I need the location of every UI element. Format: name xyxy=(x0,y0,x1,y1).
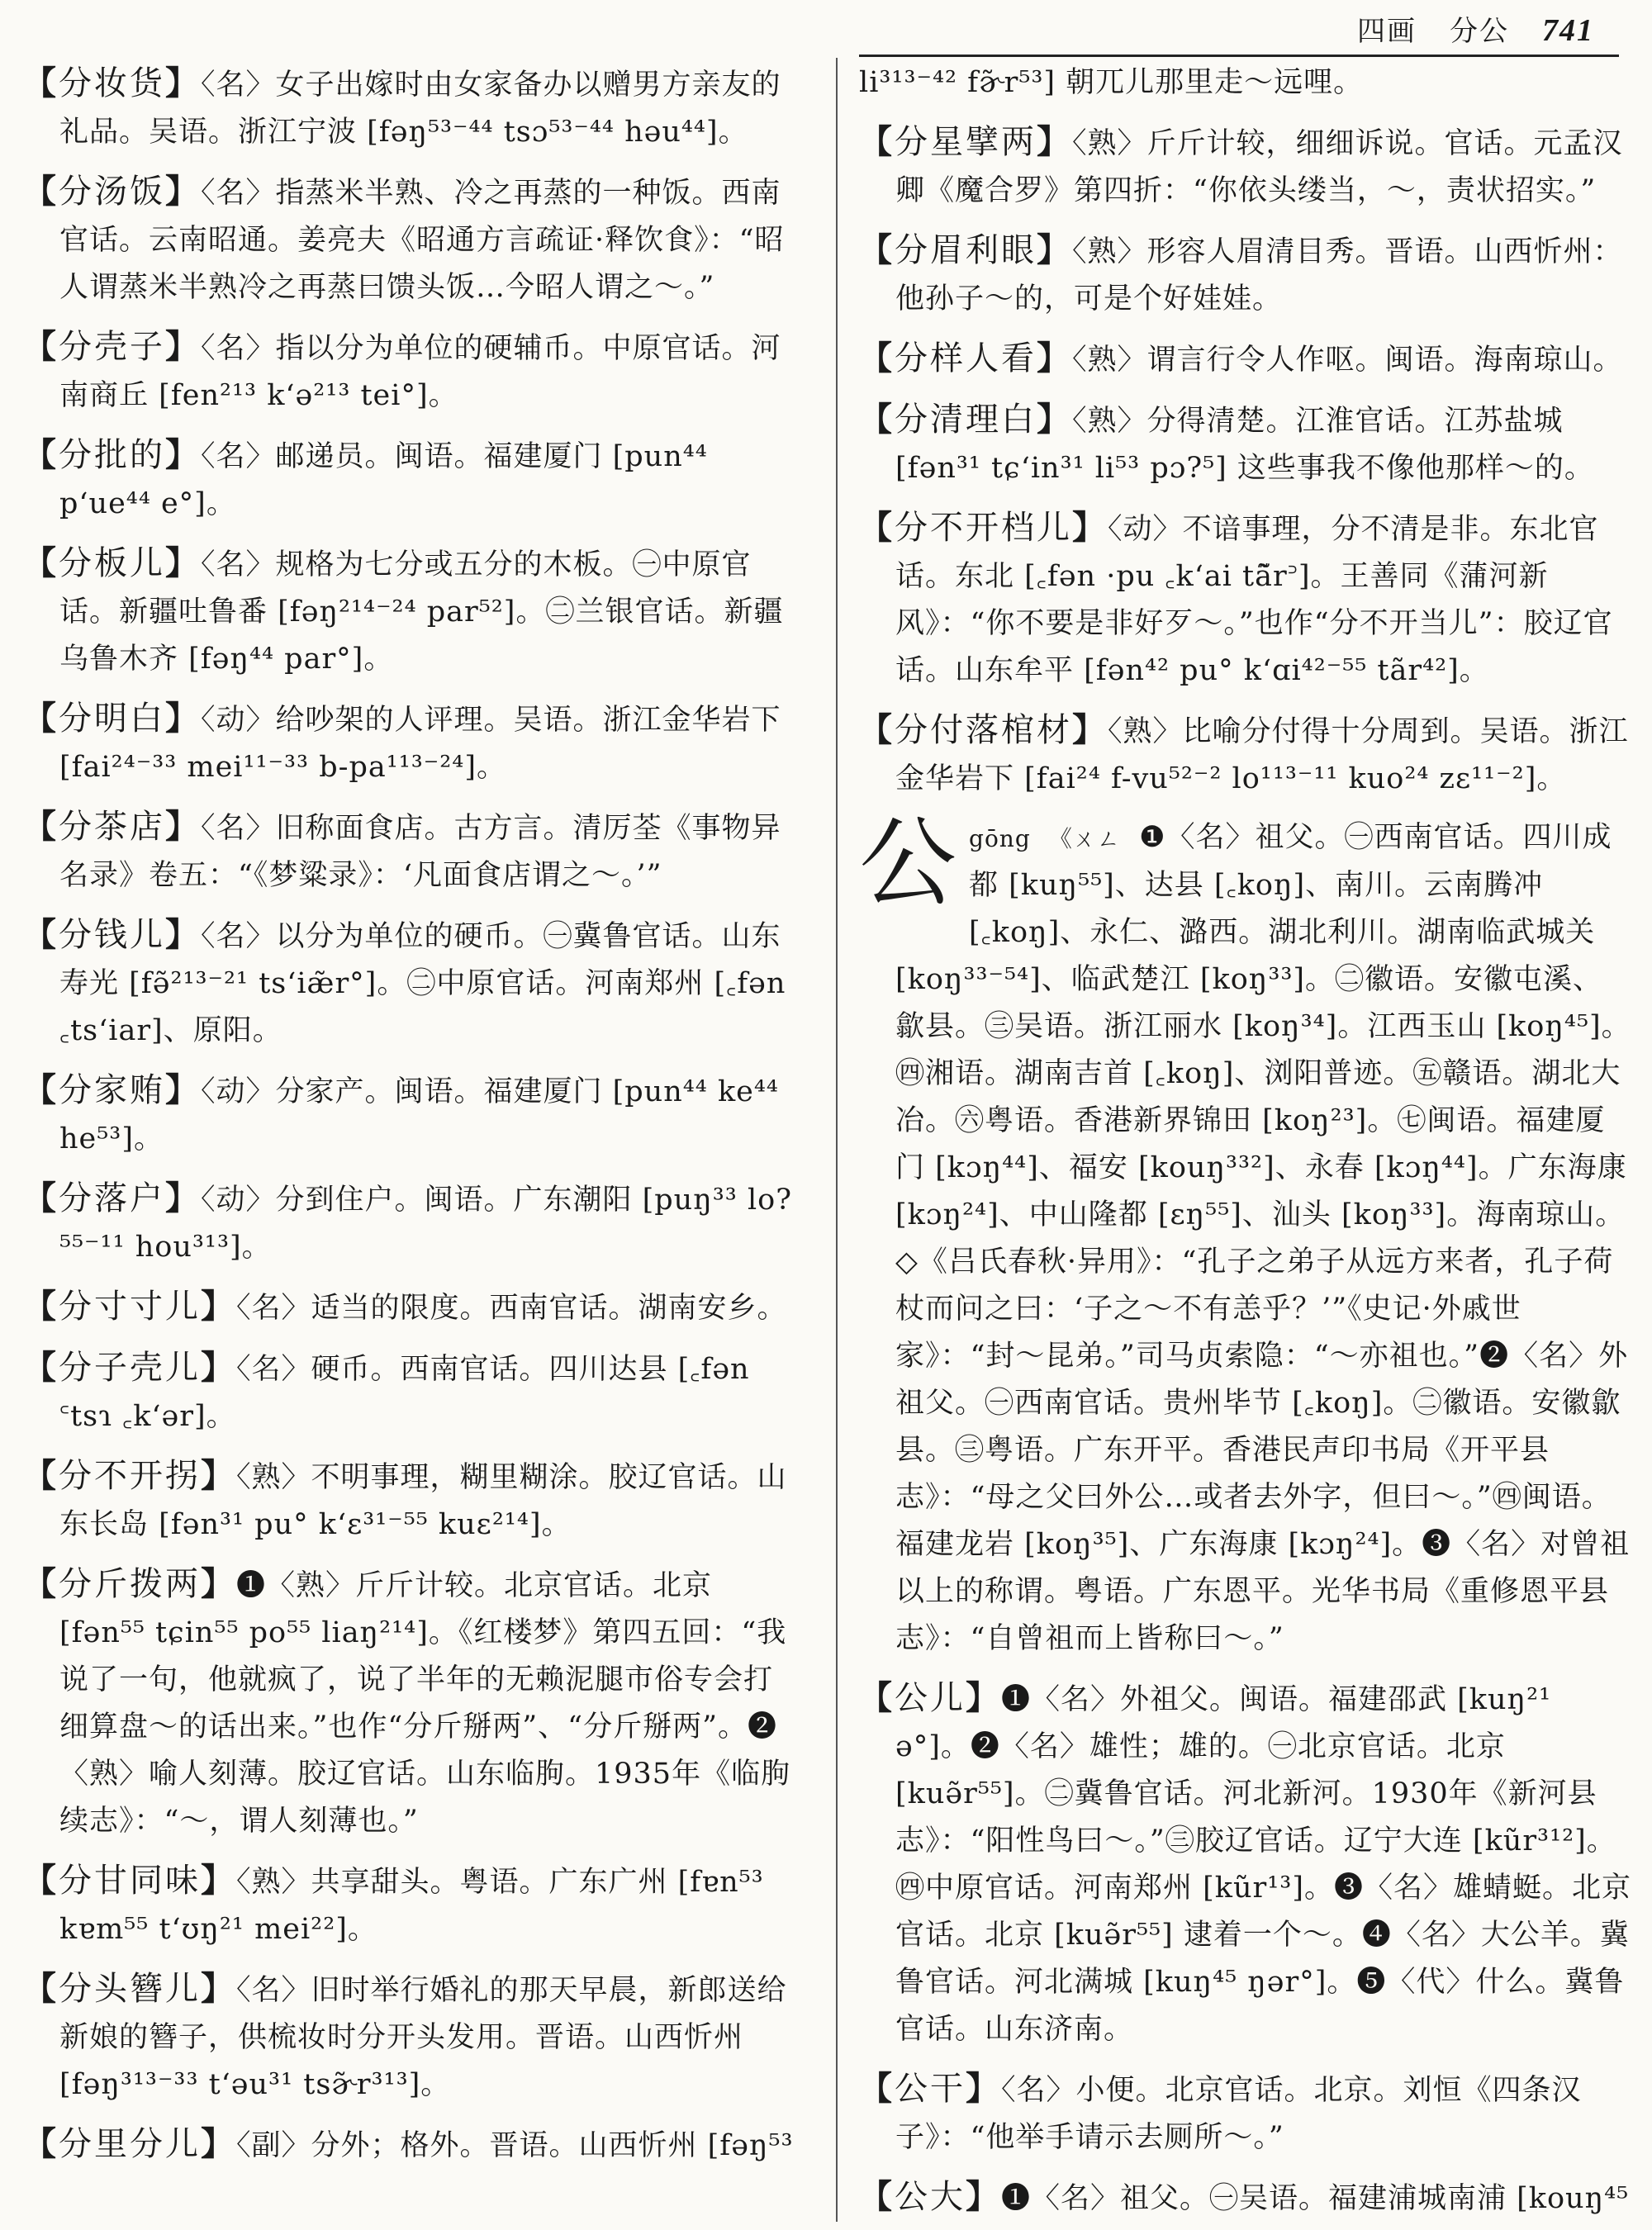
entry-definition: 〈熟〉共享甜头。粤语。广东广州 [fɐn⁵³ kɐm⁵⁵ t‘ʊŋ²¹ mei²²]。 xyxy=(59,1866,764,1946)
section-label: 四画 xyxy=(1357,15,1417,48)
dictionary-entry xyxy=(23,539,800,683)
entry-headword: 【分汤饭】 xyxy=(23,172,201,211)
entry-headword: 【分妆货】 xyxy=(23,64,201,102)
entry-definition: 〈熟〉分得清楚。江淮官话。江苏盐城 [fən³¹ tɕ‘in³¹ li⁵³ pɔ?⁵] 这些事我不像他那样～的。 xyxy=(895,405,1594,485)
entry-definition: ❶〈熟〉斤斤计较。北京官话。北京 [fən⁵⁵ tɕin⁵⁵ po⁵⁵ liaŋ²¹⁴]。《红楼梦》第四五回：“我说了一句，他就疯了，说了半年的无赖泥腿市俗专会打细算盘～的话出来。”也作“分斤掰两”、“分斤掰两”。❷〈熟〉喻人刻薄。胶辽官话。山东临朐。1935年《临朐续志》：“～，谓人刻薄也。” xyxy=(59,1569,791,1838)
dictionary-entry xyxy=(23,1452,800,1549)
entry-definition: ❶〈名〉祖父。㊀吴语。福建浦城南浦 [kouŋ⁴⁵ xyxy=(1001,2182,1630,2215)
entry-headword: 【分付落棺材】 xyxy=(859,710,1108,749)
entry-headword: 【公大】 xyxy=(859,2177,1001,2216)
gong-entry xyxy=(859,806,1631,1663)
gong-definition: ❶〈名〉祖父。㊀西南官话。四川成都 [kuŋ⁵⁵]、达县 [꜀koŋ]、南川。云南腾冲 [꜀koŋ]、永仁、潞西。湖北利川。湖南临武城关 [koŋ³³⁻⁵⁴]、临武楚江 [koŋ³³]。㊁徽语。安徽屯溪、歙县。㊂吴语。浙江丽水 [koŋ³⁴]。江西玉山 [koŋ⁴⁵]。㊃湘语。湖南吉首 [꜀koŋ]、浏阳普迹。㊄赣语。湖北大冶。㊅粤语。香港新界锦田 [koŋ²³]。㊆闽语。福建厦门 [kɔŋ⁴⁴]、福安 [kouŋ³³²]、永春 [kɔŋ⁴⁴]。广东海康 [kɔŋ²⁴]、中山隆都 [ɛŋ⁵⁵]、汕头 [koŋ³³]。海南琼山。◇《吕氏春秋·异用》：“孔子之弟子从远方来者，孔子荷杖而问之曰：‘子之～不有恙乎？’”《史记·外戚世家》：“封～昆弟。”司马贞索隐：“～亦祖也。”❷〈名〉外祖父。㊀西南官话。贵州毕节 [꜀koŋ]。㊁徽语。安徽歙县。㊂粤语。广东开平。香港民声印书局《开平县志》：“母之父曰外公…或者去外字，但曰～。”㊃闽语。福建龙岩 [koŋ³⁵]、广东海康 [kɔŋ²⁴]。❸〈名〉对曾祖以上的称谓。粤语。广东恩平。光华书局《重修恩平县志》：“自曾祖而上皆称曰～。” xyxy=(895,821,1631,1655)
entry-headword: 【分样人看】 xyxy=(859,339,1072,377)
dictionary-entry xyxy=(23,1344,800,1440)
entry-headword: 【分钱儿】 xyxy=(23,915,201,954)
entry-headword: 【分批的】 xyxy=(23,435,201,474)
dictionary-entry xyxy=(859,118,1631,215)
entry-definition: 〈熟〉形容人眉清目秀。晋语。山西忻州：他孙子～的，可是个好娃娃。 xyxy=(895,235,1623,316)
running-head xyxy=(1357,8,1594,49)
dictionary-entry xyxy=(859,2173,1631,2223)
dictionary-entry xyxy=(23,695,800,791)
entry-headword: 【分壳子】 xyxy=(23,327,201,366)
dictionary-entry xyxy=(23,1283,800,1332)
dictionary-entry xyxy=(859,226,1631,323)
dictionary-entry xyxy=(23,1174,800,1271)
entry-definition: 〈熟〉谓言行令人作呕。闽语。海南琼山。 xyxy=(1072,344,1623,377)
entry-definition: 〈名〉小便。北京官话。北京。刘恒《四条汉子》：“他举手请示去厕所～。” xyxy=(895,2074,1582,2154)
entry-headword: 【分斤拨两】 xyxy=(23,1564,236,1603)
dictionary-entry xyxy=(23,1857,800,1953)
entry-definition: 〈动〉给吵架的人评理。吴语。浙江金华岩下 [fai²⁴⁻³³ mei¹¹⁻³³ b-pa¹¹³⁻²⁴]。 xyxy=(59,704,781,784)
entry-definition: ❶〈名〉外祖父。闽语。福建邵武 [kuŋ²¹ ə°]。❷〈名〉雄性；雄的。㊀北京官话。北京 [kuə̃r⁵⁵]。㊁冀鲁官话。河北新河。1930年《新河县志》：“阳性鸟曰～。”㊂胶辽官话。辽宁大连 [kũr³¹²]。㊃中原官话。河南郑州 [kũr¹³]。❸〈名〉雄蜻蜓。北京官话。北京 [kuə̃r⁵⁵] 逮着一个～。❹〈名〉大公羊。冀鲁官话。河北满城 [kuŋ⁴⁵ ŋər°]。❺〈代〉什么。冀鲁官话。山东济南。 xyxy=(895,1683,1631,2046)
entry-definition: 〈副〉分外；格外。晋语。山西忻州 [fəŋ⁵³ xyxy=(236,2129,794,2162)
dictionary-entry xyxy=(23,803,800,899)
entry-headword: 【分茶店】 xyxy=(23,807,201,846)
entry-definition: 〈名〉旧时举行婚礼的那天早晨，新郎送给新娘的簪子，供梳妆时分开头发用。晋语。山西忻州 [fəŋ³¹³⁻³³ t‘əu³¹ tsɚ̃r³¹³]。 xyxy=(59,1974,787,2101)
gong-headchar: 公 xyxy=(859,806,958,920)
entry-definition: li³¹³⁻⁴² fɚ̃r⁵³] 朝兀儿那里走～远哩。 xyxy=(859,66,1364,99)
dictionary-entry xyxy=(859,396,1631,492)
dictionary-entry xyxy=(23,431,800,528)
entry-headword: 【公儿】 xyxy=(859,1678,1001,1717)
dictionary-entry xyxy=(23,59,800,156)
dictionary-entry xyxy=(23,911,800,1055)
dictionary-entry xyxy=(859,504,1631,695)
entry-headword: 【分不开档儿】 xyxy=(859,508,1108,547)
entry-headword: 【分清理白】 xyxy=(859,400,1072,439)
entry-headword: 【公干】 xyxy=(859,2069,1001,2108)
entry-definition: 〈名〉以分为单位的硬币。㊀冀鲁官话。山东寿光 [fə̃²¹³⁻²¹ ts‘iæ̃r°]。㊁中原官话。河南郑州 [꜀fən ꜀ts‘iar]、原阳。 xyxy=(59,920,786,1047)
entry-definition: 〈动〉分家产。闽语。福建厦门 [pun⁴⁴ ke⁴⁴ he⁵³]。 xyxy=(59,1075,779,1155)
right-entries-after xyxy=(859,1674,1631,2223)
entry-definition: 〈熟〉不明事理，糊里糊涂。胶辽官话。山东长岛 [fən³¹ pu° k‘ɛ³¹⁻⁵⁵ kuɛ²¹⁴]。 xyxy=(59,1461,787,1541)
header-rule xyxy=(859,55,1619,57)
entry-headword: 【分子壳儿】 xyxy=(23,1348,236,1387)
right-entries xyxy=(859,59,1631,803)
entry-definition: 〈熟〉斤斤计较，细细诉说。官话。元孟汉卿《魔合罗》第四折：“你依头缕当，～，责状招实。” xyxy=(895,127,1623,207)
dictionary-entry xyxy=(859,706,1631,803)
dictionary-entry xyxy=(23,323,800,420)
gong-pinyin: gōng xyxy=(969,825,1031,852)
dictionary-entry xyxy=(23,1560,800,1845)
entry-headword: 【分眉利眼】 xyxy=(859,230,1072,269)
dictionary-entry xyxy=(23,1066,800,1163)
dictionary-entry xyxy=(23,168,800,311)
entry-definition: 〈熟〉比喻分付得十分周到。吴语。浙江金华岩下 [fai²⁴ f-vu⁵²⁻² lo¹¹³⁻¹¹ kuo²⁴ zɛ¹¹⁻²]。 xyxy=(895,715,1629,795)
entry-definition: 〈名〉规格为七分或五分的木板。㊀中原官话。新疆吐鲁番 [fəŋ²¹⁴⁻²⁴ par⁵²]。㊁兰银官话。新疆乌鲁木齐 [fəŋ⁴⁴ par°]。 xyxy=(59,548,784,676)
dictionary-entry xyxy=(859,1674,1631,2053)
right-column xyxy=(859,59,1631,2230)
entry-headword: 【分头簪儿】 xyxy=(23,1969,236,2008)
dictionary-entry xyxy=(859,2065,1631,2161)
entry-definition: 〈动〉不谙事理，分不清是非。东北官话。东北 [꜀fən ·pu ꜀k‘ai tã̃r꜄]。王善同《蒲河新风》：“你不要是非好歹～。”也作“分不开当儿”：胶辽官话。山东牟平 [fən⁴² pu° k‘ɑi⁴²⁻⁵⁵ tãr⁴²]。 xyxy=(895,513,1613,687)
dictionary-entry xyxy=(23,1965,800,2109)
entry-definition: 〈名〉女子出嫁时由女家备办以赠男方亲友的礼品。吴语。浙江宁波 [fəŋ⁵³⁻⁴⁴ tsɔ⁵³⁻⁴⁴ həu⁴⁴]。 xyxy=(59,69,781,149)
dictionary-entry xyxy=(859,59,1631,107)
entry-definition: 〈动〉分到住户。闽语。广东潮阳 [puŋ³³ lo?⁵⁵⁻¹¹ hou³¹³]。 xyxy=(59,1184,792,1264)
entry-definition: 〈名〉指蒸米半熟、冷之再蒸的一种饭。西南官话。云南昭通。姜亮夫《昭通方言疏证·释饮食》：“昭人谓蒸米半熟冷之再蒸曰馈头饭…今昭人谓之～。” xyxy=(59,177,785,304)
entry-definition: 〈名〉邮递员。闽语。福建厦门 [pun⁴⁴ p‘ue⁴⁴ e°]。 xyxy=(59,440,708,520)
entry-headword: 【分板儿】 xyxy=(23,543,201,582)
head-chars: 分公 xyxy=(1450,15,1509,48)
entry-definition: 〈名〉适当的限度。西南官话。湖南安乡。 xyxy=(236,1292,787,1325)
entry-headword: 【分落户】 xyxy=(23,1179,201,1217)
entry-headword: 【分甘同味】 xyxy=(23,1861,236,1900)
entry-definition: 〈名〉指以分为单位的硬辅币。中原官话。河南商丘 [fen²¹³ k‘ə²¹³ tei°]。 xyxy=(59,332,781,412)
dictionary-entry xyxy=(23,2120,800,2170)
page-header xyxy=(0,0,1652,51)
entry-headword: 【分明白】 xyxy=(23,699,201,738)
entry-headword: 【分里分儿】 xyxy=(23,2124,236,2163)
gong-zhuyin: 《ㄨㄥ xyxy=(1048,825,1121,852)
entry-headword: 【分寸寸儿】 xyxy=(23,1287,236,1326)
entry-headword: 【分星擘两】 xyxy=(859,122,1072,161)
page-number: 741 xyxy=(1542,13,1594,48)
entry-headword: 【分不开拐】 xyxy=(23,1456,236,1495)
column-divider xyxy=(836,58,838,2222)
left-column xyxy=(23,59,800,2230)
entry-definition: 〈名〉旧称面食店。古方言。清厉荃《事物异名录》卷五：“《梦粱录》：‘凡面食店谓之～。’” xyxy=(59,812,781,892)
dictionary-entry xyxy=(859,334,1631,384)
entry-headword: 【分家贿】 xyxy=(23,1070,201,1109)
entry-definition: 〈名〉硬币。西南官话。四川达县 [꜀fən ꜂tsɿ ꜀k‘ər]。 xyxy=(59,1353,750,1433)
